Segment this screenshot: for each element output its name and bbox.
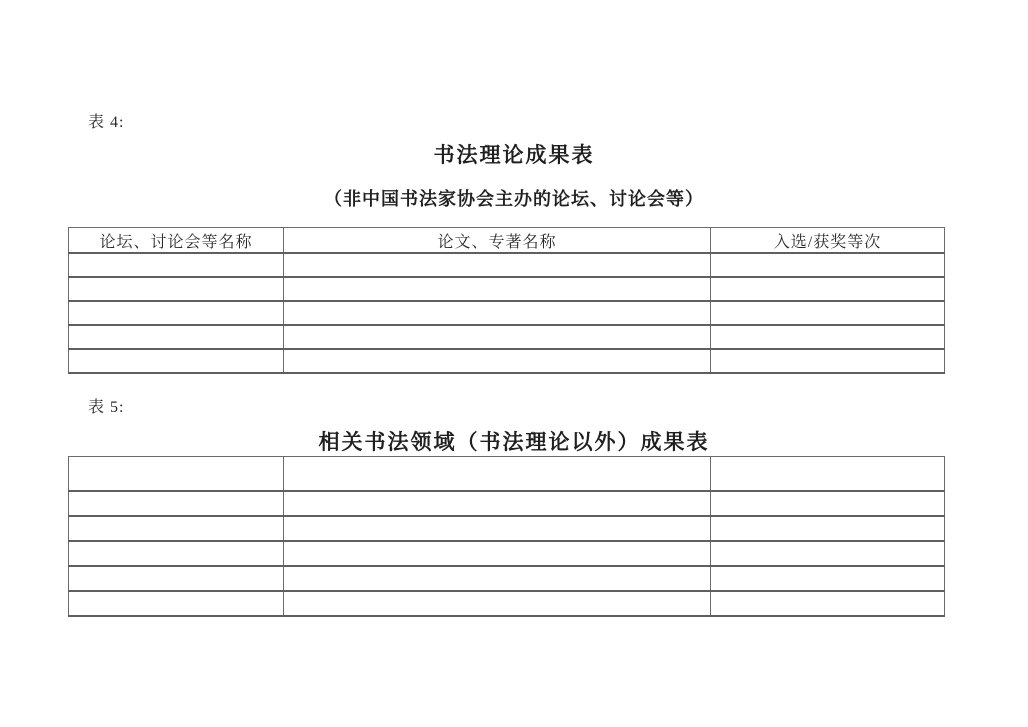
table-cell — [711, 277, 945, 301]
table5-label: 表 5: — [88, 399, 125, 416]
table4-header-row — [69, 228, 945, 254]
table-cell — [284, 566, 711, 591]
column-header-forum-name: 论坛、讨论会等名称 — [69, 228, 284, 254]
table-cell — [711, 516, 945, 541]
table-row — [69, 253, 945, 277]
table-cell — [284, 277, 711, 301]
table-cell — [711, 349, 945, 373]
table-cell — [284, 591, 711, 616]
table-cell — [69, 301, 284, 325]
table-cell — [711, 253, 945, 277]
table-cell — [711, 566, 945, 591]
table-cell — [69, 516, 284, 541]
table-row — [69, 277, 945, 301]
table-row — [69, 516, 945, 541]
table-cell — [284, 325, 711, 349]
table-cell — [69, 457, 284, 492]
table5 — [68, 456, 945, 617]
table-cell — [69, 591, 284, 616]
table-cell — [284, 253, 711, 277]
table-row — [69, 491, 945, 516]
table-row — [69, 566, 945, 591]
table-row — [69, 349, 945, 373]
column-header-award-level: 入选/获奖等次 — [711, 228, 945, 254]
table-cell — [69, 277, 284, 301]
table4-title: 书法理论成果表 — [433, 144, 595, 167]
table-cell — [711, 325, 945, 349]
table-cell — [284, 349, 711, 373]
table-cell — [69, 253, 284, 277]
table-cell — [284, 491, 711, 516]
table-cell — [284, 301, 711, 325]
table4 — [68, 227, 945, 374]
table-cell — [711, 457, 945, 492]
table-row — [69, 541, 945, 566]
table-cell — [711, 301, 945, 325]
table-cell — [69, 349, 284, 373]
table5-title: 相关书法领域（书法理论以外）成果表 — [318, 431, 710, 454]
table-cell — [69, 491, 284, 516]
column-header-paper-name: 论文、专著名称 — [284, 228, 711, 254]
table-cell — [284, 457, 711, 492]
table-cell — [284, 516, 711, 541]
table-cell — [711, 541, 945, 566]
table-row — [69, 325, 945, 349]
table-cell — [284, 541, 711, 566]
table-row — [69, 457, 945, 492]
table-cell — [69, 541, 284, 566]
table-cell — [69, 566, 284, 591]
table-row — [69, 591, 945, 616]
table-cell — [69, 325, 284, 349]
table4-subtitle: （非中国书法家协会主办的论坛、讨论会等） — [324, 189, 704, 209]
table-cell — [711, 591, 945, 616]
table-cell — [711, 491, 945, 516]
table-row — [69, 301, 945, 325]
table4-label: 表 4: — [88, 114, 125, 131]
